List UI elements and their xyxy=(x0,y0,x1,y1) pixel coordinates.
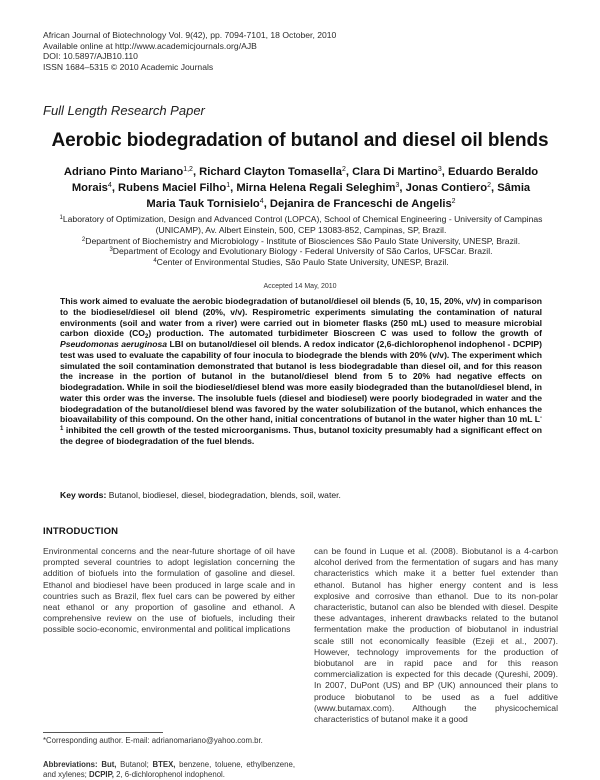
keywords xyxy=(60,490,542,501)
paper-type: Full Length Research Paper xyxy=(43,103,205,118)
abstract-superscript: -1 xyxy=(60,415,542,432)
author-affiliation-mark: 4 xyxy=(259,198,264,205)
author-name: Adriano Pinto Mariano xyxy=(63,166,184,178)
author-affiliation-mark: 1 xyxy=(226,182,231,189)
paper-title: Aerobic biodegradation of butanol and diesel oil blends xyxy=(51,130,549,151)
keywords-text: Butanol, biodiesel, diesel, biodegradation, blends, soil, water. xyxy=(108,490,341,500)
abstract-text: ) production. The automated turbidimeter Bioscreen C was used to follow the growth of xyxy=(148,328,542,339)
author-affiliation-mark: 3 xyxy=(395,182,400,189)
journal-header xyxy=(43,30,336,73)
abbreviations-label: Abbreviations: xyxy=(43,760,98,769)
affiliation-text: Department of Ecology and Evolutionary Biology - Federal University of São Carlos, UFSCar. Brazil. xyxy=(112,246,493,257)
abbreviation-term: BTEX, xyxy=(152,760,176,769)
affiliation-item xyxy=(50,214,552,236)
abbreviation-term: But, xyxy=(101,760,117,769)
corresponding-author-footnote: *Corresponding author. E-mail: adrianomariano@yahoo.com.br. xyxy=(43,736,263,745)
affiliation-number: 2 xyxy=(81,236,86,243)
abbreviation-definition: benzene, toluene, ethylbenzene, and xylenes; xyxy=(43,760,295,779)
affiliation-text: Center of Environmental Studies, São Paulo State University, UNESP, Brazil. xyxy=(156,257,449,268)
affiliation-number: 3 xyxy=(109,247,113,254)
author-affiliation-mark: 4 xyxy=(107,182,112,189)
affiliation-list xyxy=(50,214,552,268)
keywords-label: Key words: xyxy=(60,490,107,500)
abstract-text: LBI on butanol/diesel oil blends. A redox indicator (2,6-dichlorophenol indophenol - DCPIP) test was used to evaluate the capability of four inocula to biodegrade the blends with 20% (v/v). The experiment which simulated the soil contamination demonstrated that butanol is less biodegradable than diesel oil, and for this reason the increase in the portion of butanol in the butanol/diesel blend from 5 to 20% had negative effects on biodegradation. While in soil the biodiesel/diesel blend was more easily biodegraded than the butanol/diesel blend, in water this order was the inverse. The insoluble fuels (diesel and biodiesel) were poorly biodegraded in water and the biodegradation of the butanol/diesel blend was favored by the water solubilization of the butanol, which enhances the bioavailability of this compound. On the other hand, initial concentrations of butanol in the water higher than 10 mL L xyxy=(60,339,542,425)
affiliation-text: Laboratory of Optimization, Design and Advanced Control (LOPCA), School of Chemical Engineering - University of Campinas (UNICAMP), Av. Albert Einstein, 500, CEP 13083-852, Campinas, SP, Brazil. xyxy=(62,214,543,235)
author-name: Dejanira de Franceschi de Angelis xyxy=(269,198,452,210)
affiliation-text: Department of Biochemistry and Microbiology - Institute of Biosciences São Paulo State University, UNESP, Brazil. xyxy=(85,235,521,246)
affiliation-item xyxy=(50,236,552,247)
affiliation-number: 4 xyxy=(153,258,157,265)
affiliation-item xyxy=(50,257,552,268)
author-affiliation-mark: 1,2 xyxy=(183,166,193,173)
journal-issn: ISSN 1684–5315 © 2010 Academic Journals xyxy=(43,62,214,73)
author-name: Richard Clayton Tomasella xyxy=(199,166,342,178)
author-name: Jonas Contiero xyxy=(405,182,488,194)
journal-doi: DOI: 10.5897/AJB10.110 xyxy=(43,51,138,62)
abbreviation-term: DCPIP, xyxy=(88,770,114,779)
footnote-divider xyxy=(43,732,163,733)
author-name: Mirna Helena Regali Seleghim xyxy=(236,182,396,194)
author-name: Sâmia Maria Tauk Tornisielo xyxy=(146,182,531,210)
abbreviations xyxy=(43,760,295,780)
affiliation-item xyxy=(50,246,552,257)
body-column-right: can be found in Luque et al. (2008). Biobutanol is a 4-carbon alcohol derived from the fermentation of sugars and has many characteristics which make it a better fuel extender than ethanol. Butanol has higher energy content and is less explosive and corrosive than ethanol. Due to its non-polar characteristic, butanol can also be blended with diesel. Despite these advantages, inherent drawbacks related to the butanol fermentation make the production of biobutanol in industrial scale still not economically feasible (Ezeji et al., 2007). However, technology improvements for the production of biobutanol are in rapid pace and for this reason commercialization is expected for this decade (Qureshi, 2009). In 2007, DuPont (US) and BP (UK) announced their plans to produce biobutanol to be used as a fuel additive (www.butamax.com). Although the physicochemical characteristics of butanol make it a good xyxy=(314,546,558,725)
abstract xyxy=(60,296,542,447)
accepted-date: Accepted 14 May, 2010 xyxy=(263,283,337,290)
author-affiliation-mark: 2 xyxy=(487,182,491,189)
body-column-left: Environmental concerns and the near-future shortage of oil have prompted several countries to adopt legislation concerning the addition of biofuels into the formulation of gasoline and diesel. Ethanol and biodiesel have been produced in large scale and in countries such as Brazil, flex fuel cars can be powered by either neat ethanol or any proportion of gasoline and ethanol. A comprehensive review on the use of biofuels, including their possible socio-economic, environmental and political implications xyxy=(43,546,295,635)
journal-url[interactable]: Available online at http://www.academicjournals.org/AJB xyxy=(43,40,257,51)
abbreviation-definition: Butanol; xyxy=(116,760,153,769)
abstract-text: This work aimed to evaluate the aerobic biodegradation of butanol/diesel oil blends (5, 10, 15, 20%, v/v) in comparison to the biodiesel/diesel oil blend (20%, v/v). Respirometric experiments simulating the contamination of natural environments (soil and water from a river) were carried out in biometer flasks (250 mL) used to measure microbial carbon dioxide (CO xyxy=(60,296,542,339)
abstract-text: inhibited the cell growth of the tested microorganisms. Thus, butanol toxicity presumably had a significant effect on the degree of biodegradation of the fuel blends. xyxy=(60,425,542,446)
author-name: Clara Di Martino xyxy=(352,166,438,178)
author-affiliation-mark: 2 xyxy=(451,198,456,205)
abbreviation-definition: 2, 6-dichlorophenol indophenol. xyxy=(113,770,225,779)
abstract-species-name: Pseudomonas aeruginosa xyxy=(60,339,168,349)
author-list: Adriano Pinto Mariano$^{1,2}$, Richard Clayton Tomasella$^2$, Clara Di Martino$^3$, Eduardo Beraldo Morais$^4$, Rubens Maciel Filho$^1$, Mirna Helena Regali Seleghim$^3$, Jonas Contiero$^2$, Sâmia Maria Tauk Tornisielo$^4$, Dejanira de Franceschi de Angelis$^2$ xyxy=(63,166,539,210)
section-heading-introduction: INTRODUCTION xyxy=(43,526,119,537)
affiliation-number: 1 xyxy=(59,215,63,221)
author-affiliation-mark: 2 xyxy=(341,166,346,173)
author-name: Rubens Maciel Filho xyxy=(118,182,227,194)
author-name: Eduardo Beraldo Morais xyxy=(71,166,539,194)
journal-citation: African Journal of Biotechnology Vol. 9(42), pp. 7094-7101, 18 October, 2010 xyxy=(43,30,337,40)
author-affiliation-mark: 3 xyxy=(437,166,442,173)
abstract-subscript: 2 xyxy=(144,334,149,341)
